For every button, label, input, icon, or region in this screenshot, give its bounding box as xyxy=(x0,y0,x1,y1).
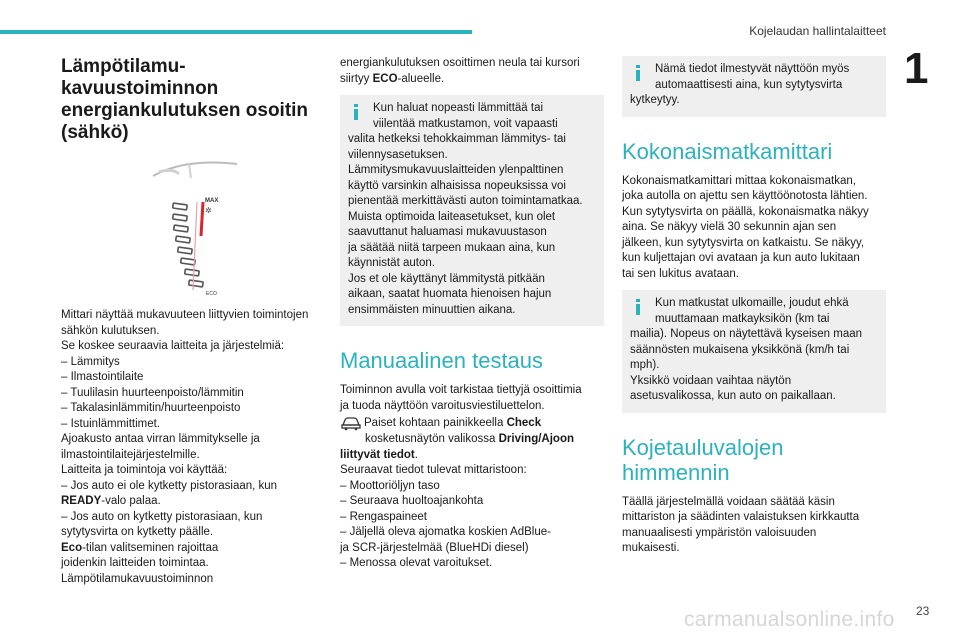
svg-text:MAX: MAX xyxy=(205,198,219,204)
info-icon xyxy=(636,299,640,315)
comfort-gauge-body: Mittari näyttää mukavuuteen liittyvien toimintojen sähkön kulutuksen. Se koskee seuraavia laitteita ja järjestelmiä: – Lämmitys – Ilmastointilaite – Tuulilasin huurteenpoisto/lämmitin – Takalasinlämmitin/huurteenpoisto – Istuinlämmittimet. Ajoakusto antaa virran lämmitykselle ja ilmastointilaitejärjestelmille. Laitteita ja toimintoja voi käyttää: – Jos auto ei ole kytketty pistorasiaan, kun READY-valo palaa. – Jos auto on kytketty pistorasiaan, kun sytytysvirta on kytketty päälle. Eco-tilan valitseminen rajoittaa joidenkin laitteiden toimintaa. Lämpötilamukavuustoiminnon xyxy=(61,309,309,585)
section-title-odometer: Kokonaismatkamittari xyxy=(622,138,833,164)
section-title-dimmer: Kojetauluvalojen himmennin xyxy=(622,434,784,485)
info-box-heating-tips: Kun haluat nopeasti lämmittää tai viilentää matkustamon, voit vapaasti valita hetkeksi tehokkaimman lämmitys- tai viilennysasetuksen. Lämmitysmukavuuslaitteiden ylenpalttinen käyttö varsinkin alhaisissa nopeuksissa voi pienentää merkittävästi auton toimintamatkaa. Muista optimoida laiteasetukset, kun olet saavuttanut haluamasi mukavuustason ja säätää niitä tarpeen mukaan aina, kun käynnistät auton. Jos et ole käyttänyt lämmitystä pitkään aikaan, saatat huomata hienoisen hajun ensimmäisten minuuttien aikana. xyxy=(340,95,604,326)
watermark: carmanualsonline.info xyxy=(684,608,895,631)
info-box-units: Kun matkustat ulkomaille, joudut ehkä muuttamaan matkayksikön (km tai mailia). Nopeus on näytettävä kyseisen maan säännösten mukaisena yksikkönä (km/h tai mph). Yksikkö voidaan vaihtaa näytön asetusvalikossa, kun auto on paikallaan. xyxy=(622,290,886,413)
column-1 xyxy=(61,56,323,587)
section-title-manual-test: Manuaalinen testaus xyxy=(340,348,544,373)
info-box-auto-display: Nämä tiedot ilmestyvät näyttöön myös automaattisesti aina, kun sytytysvirta kytkeytyy. xyxy=(622,56,886,117)
energy-gauge-illustration xyxy=(145,158,245,298)
column-3: Nämä tiedot ilmestyvät näyttöön myös automaattisesti aina, kun sytytysvirta kytkeytyy. Kokonaismatkamittari Kokonaismatkamittari mittaa kokonaismatkan, joka autolla on ajettu sen käyttöönotosta lähtien. Kun sytytysvirta on päällä, kokonaismatka näkyy aina. Se näkyy vielä 30 sekunnin ajan sen jälkeen, kun sytytysvirta on katkaistu. Se näkyy, kun kuljettajan ovi avataan ja kun auto lukitaan tai sen lukitus avataan. Kun matkustat ulkomaille, joudut ehkä muuttamaan matkayksikön (km tai mailia). Nopeus on näytettävä kyseisen maan säännösten mukaisena yksikkönä (km/h tai mph). Yksikkö voidaan vaihtaa näytön asetusvalikossa, kun auto on paikallaan. Kojetauluvalojen himmennin Täällä järjestelmällä voidaan säätää käsin mittariston ja säädinten valaistuksen kirkkautta manuaalisesti ympäristön valoisuuden mukaisesti. xyxy=(622,56,886,557)
chapter-number: 1 xyxy=(904,44,929,93)
page-number: 23 xyxy=(916,604,930,618)
section-title-comfort-gauge: Lämpötilamu- kavuustoiminnon energiankulutuksen osoitin (sähkö) xyxy=(61,56,309,143)
car-icon xyxy=(340,414,362,432)
header-accent-bar xyxy=(0,30,472,34)
chapter-title: Kojelaudan hallintalaitteet xyxy=(749,24,886,38)
column-2: energiankulutuksen osoittimen neula tai kursori siirtyy ECO-alueelle. Kun haluat nopeasti lämmittää tai viilentää matkustamon, voit vapaasti valita hetkeksi tehokkaimman lämmitys- tai viilennysasetuksen. Lämmitysmukavuuslaitteiden ylenpalttinen käyttö varsinkin alhaisissa nopeuksissa voi pienentää merkittävästi auton toimintamatkaa. Muista optimoida laiteasetukset, kun olet saavuttanut haluamasi mukavuustason ja säätää niitä tarpeen mukaan aina, kun käynnistät auton. Jos et ole käyttänyt lämmitystä pitkään aikaan, saatat huomata hienoisen hajun ensimmäisten minuuttien aikana. Manuaalinen testaus Toiminnon avulla voit tarkistaa tiettyjä osoittimia ja tuoda näyttöön varoitusviestiluettelon. Paiset kohtaan painikkeella Check kosketusnäytön valikossa Driving/Ajoon liittyvät tiedot. Seuraavat tiedot tulevat mittaristoon: – Moottoriöljyn taso – Seuraava huoltoajankohta – Rengaspaineet – Jäljellä oleva ajomatka koskien AdBlue- ja SCR-järjestelmää (BlueHDi diesel) – Menossa olevat varoitukset. xyxy=(340,56,604,572)
info-icon xyxy=(354,104,358,120)
info-icon xyxy=(636,65,640,81)
svg-text:✲: ✲ xyxy=(205,206,212,215)
svg-text:ECO: ECO xyxy=(206,291,217,297)
